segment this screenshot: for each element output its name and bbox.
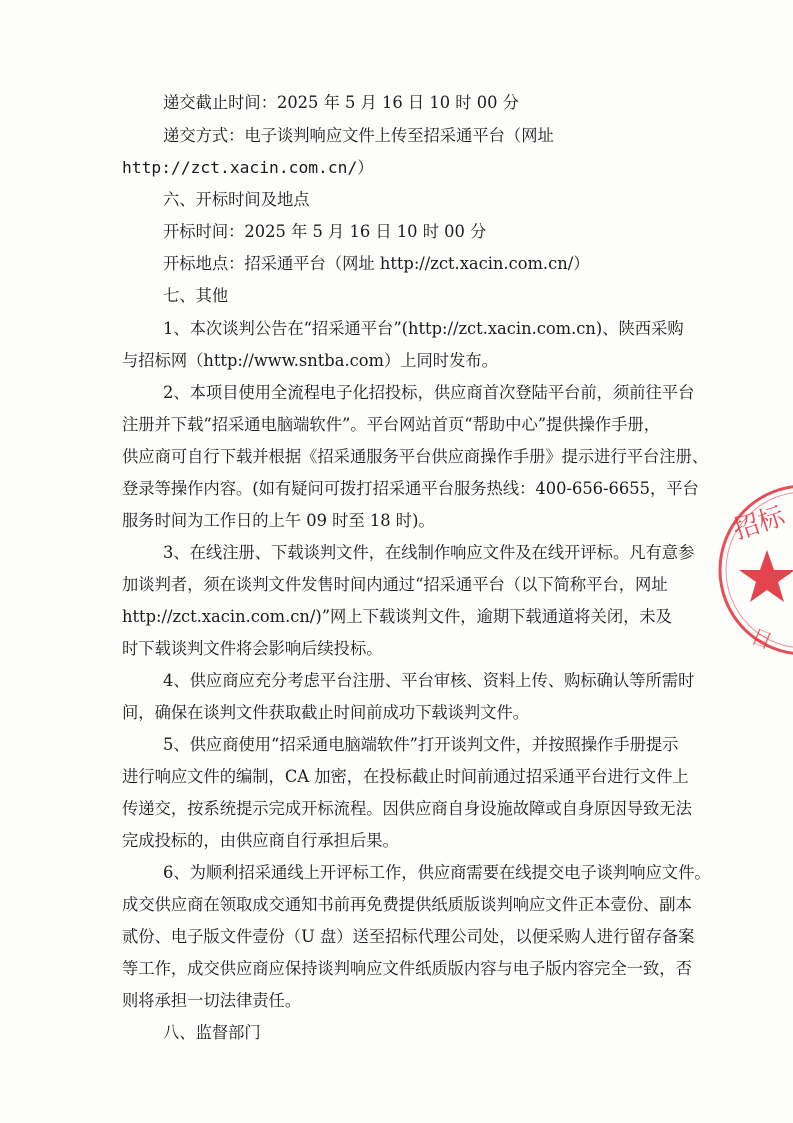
item-2-line-1: 2、本项目使用全流程电子化招投标，供应商首次登陆平台前，须前往平台 (163, 383, 695, 402)
submission-method: 递交方式：电子谈判响应文件上传至招采通平台（网址 (163, 126, 554, 145)
item-5-line-4: 完成投标的，由供应商自行承担后果。 (122, 831, 399, 850)
section-8-heading: 八、监督部门 (163, 1023, 261, 1042)
item-2-line-5: 服务时间为工作日的上午 09 时至 18 时)。 (122, 511, 435, 530)
item-5-line-1: 5、供应商使用“招采通电脑端软件”打开谈判文件，并按照操作手册提示 (163, 735, 679, 754)
seal-star-icon (739, 550, 793, 602)
item-2-line-3: 供应商可自行下载并根据《招采通服务平台供应商操作手册》提示进行平台注册、 (122, 447, 709, 466)
item-4-line-2: 间，确保在谈判文件获取截止时间前成功下载谈判文件。 (122, 703, 530, 722)
item-6-line-4: 等工作，成交供应商应保持谈判响应文件纸质版内容与电子版内容完全一致，否 (122, 959, 692, 978)
item-1-line-1: 1、本次谈判公告在“招采通平台”(http://zct.xacin.com.cn)、陕西采购 (163, 319, 684, 338)
official-seal-stamp (712, 478, 793, 678)
svg-text:招标: 招标 (729, 501, 789, 546)
submission-method-url: http://zct.xacin.com.cn/） (122, 158, 374, 177)
opening-time: 开标时间：2025 年 5 月 16 日 10 时 00 分 (163, 222, 487, 241)
svg-text:目: 目 (747, 624, 776, 654)
section-7-heading: 七、其他 (163, 286, 229, 305)
item-2-line-4: 登录等操作内容。(如有疑问可拨打招采通平台服务热线：400-656-6655，平台 (122, 479, 699, 498)
submission-deadline: 递交截止时间：2025 年 5 月 16 日 10 时 00 分 (163, 93, 519, 112)
item-5-line-2: 进行响应文件的编制，CA 加密，在投标截止时间前通过招采通平台进行文件上 (122, 767, 689, 786)
item-6-line-1: 6、为顺利招采通线上开评标工作，供应商需要在线提交电子谈判响应文件。 (163, 863, 711, 882)
item-3-line-4: 时下载谈判文件将会影响后续投标。 (122, 639, 383, 658)
item-3-line-1: 3、在线注册、下载谈判文件，在线制作响应文件及在线开评标。凡有意参 (163, 543, 695, 562)
item-2-line-2: 注册并下载“招采通电脑端软件”。平台网站首页“帮助中心”提供操作手册， (122, 415, 661, 434)
section-6-heading: 六、开标时间及地点 (163, 190, 310, 209)
item-1-line-2: 与招标网（http://www.sntba.com）上同时发布。 (122, 351, 498, 370)
item-4-line-1: 4、供应商应充分考虑平台注册、平台审核、资料上传、购标确认等所需时 (163, 671, 695, 690)
item-6-line-5: 则将承担一切法律责任。 (122, 991, 302, 1010)
item-6-line-3: 贰份、电子版文件壹份（U 盘）送至招标代理公司处，以便采购人进行留存备案 (122, 927, 695, 946)
item-6-line-2: 成交供应商在领取成交通知书前再免费提供纸质版谈判响应文件正本壹份、副本 (122, 895, 692, 914)
opening-location: 开标地点：招采通平台（网址 http://zct.xacin.com.cn/） (163, 254, 590, 273)
item-3-line-2: 加谈判者，须在谈判文件发售时间内通过“招采通平台（以下简称平台，网址 (122, 575, 668, 594)
item-5-line-3: 传递交，按系统提示完成开标流程。因供应商自身设施故障或自身原因导致无法 (122, 799, 692, 818)
item-3-line-3: http://zct.xacin.com.cn/)”网上下载谈判文件，逾期下载通道将关闭，未及 (122, 607, 672, 626)
